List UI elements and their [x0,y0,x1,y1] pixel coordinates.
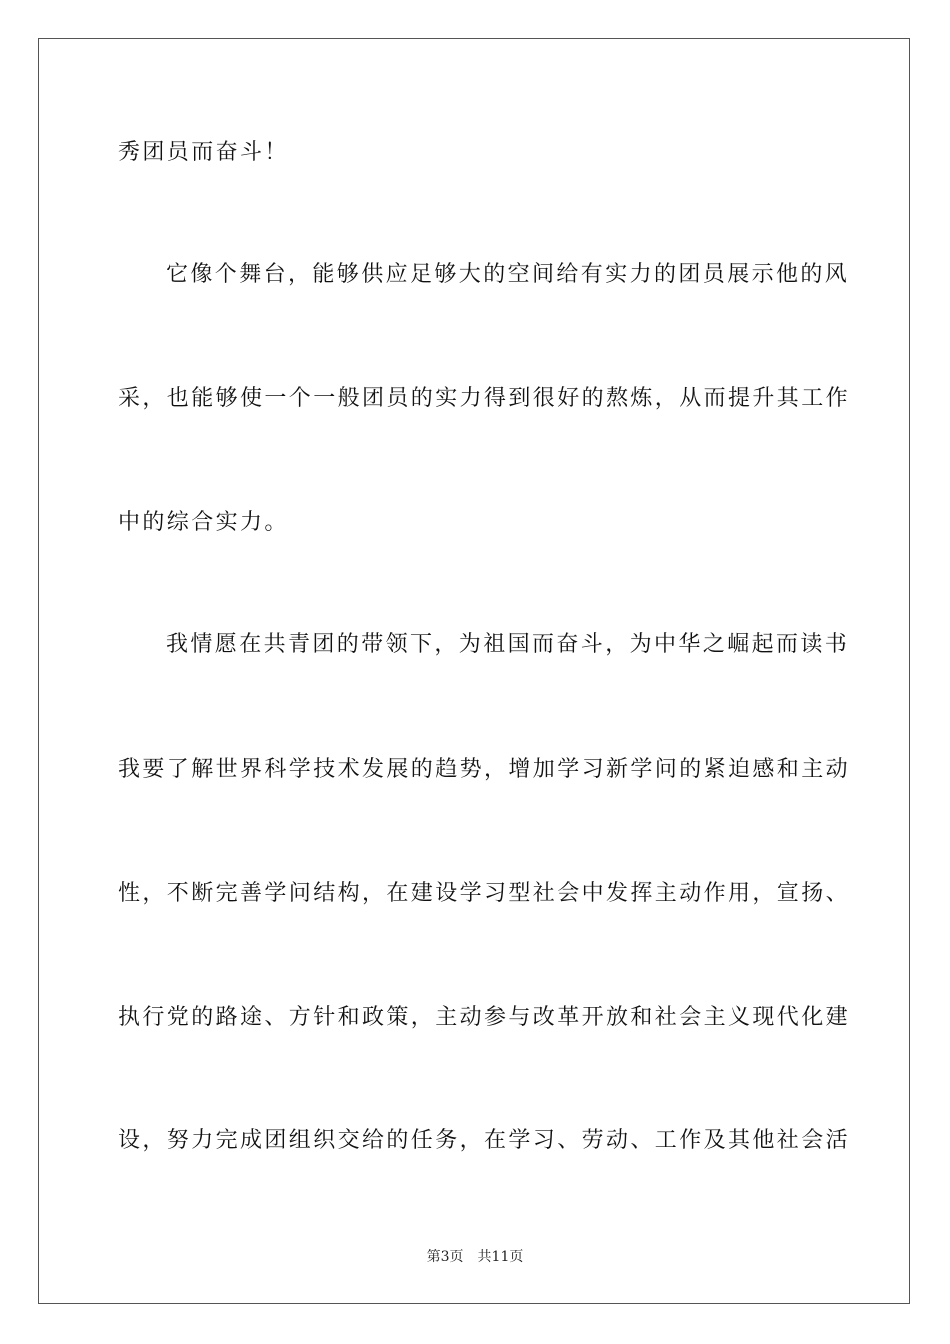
text-line-1: 秀团员而奋斗！ [118,140,289,165]
text-line-6: 我要了解世界科学技术发展的趋势，增加学习新学问的紧迫感和主动 [118,757,851,782]
text-line-7: 性，不断完善学问结构，在建设学习型社会中发挥主动作用，宣扬、 [118,881,851,906]
text-line-2: 它像个舞台，能够供应足够大的空间给有实力的团员展示他的风 [166,262,850,287]
text-line-4: 中的综合实力。 [118,510,289,535]
page-current: 第3页 [426,1249,464,1265]
page-footer [0,1248,950,1266]
text-line-8: 执行党的路途、方针和政策，主动参与改革开放和社会主义现代化建 [118,1005,851,1030]
page-total: 共11页 [477,1249,524,1265]
text-line-3: 采，也能够使一个一般团员的实力得到很好的熬炼，从而提升其工作 [118,386,851,411]
text-line-9: 设，努力完成团组织交给的任务，在学习、劳动、工作及其他社会活 [118,1128,851,1153]
text-line-5: 我情愿在共青团的带领下，为祖国而奋斗，为中华之崛起而读书 [166,632,850,657]
page-border [38,38,910,1304]
